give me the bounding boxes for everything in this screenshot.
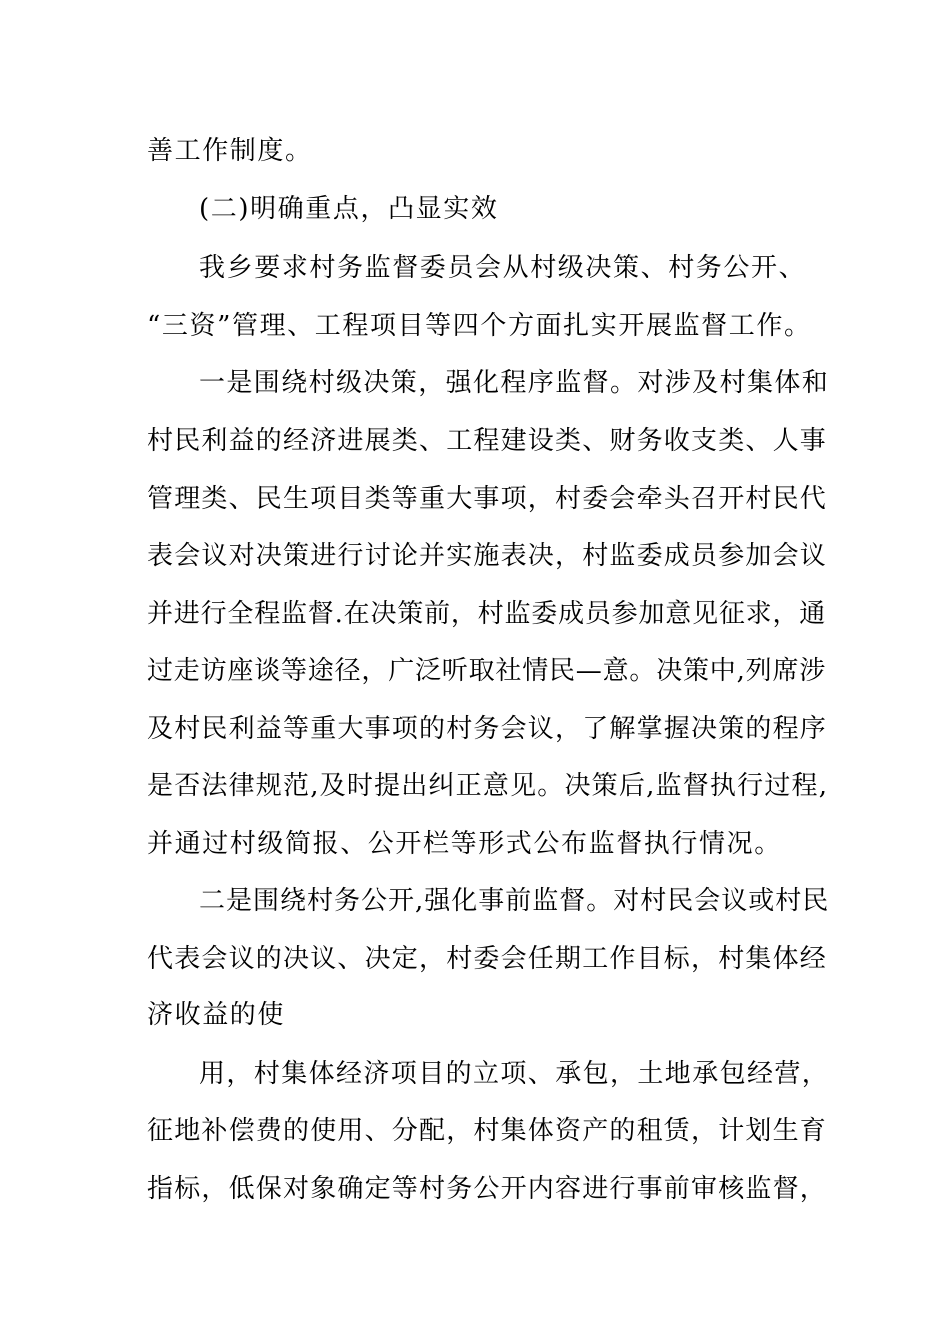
text-line: 村民利益的经济进展类、工程建设类、财务收支类、人事 (147, 426, 828, 456)
text-line: 二是围绕村务公开,强化事前监督。对村民会议或村民 (199, 886, 830, 916)
text-line: 一是围绕村级决策，强化程序监督。对涉及村集体和 (199, 368, 830, 398)
text-line: 代表会议的决议、决定，村委会任期工作目标，村集体经 (147, 944, 828, 974)
text-line: 过走访座谈等途径，广泛听取社情民—意。决策中,列席涉 (147, 656, 827, 686)
text-line: 善工作制度。 (147, 136, 313, 166)
text-line: 用，村集体经济项目的立项、承包，土地承包经营， (199, 1059, 830, 1089)
text-line: 我乡要求村务监督委员会从村级决策、村务公开、 (199, 253, 807, 283)
text-line: 并进行全程监督.在决策前，村监委成员参加意见征求，通 (147, 599, 827, 629)
text-line: 并通过村级简报、公开栏等形式公布监督执行情况。 (147, 829, 782, 859)
text-line: 是否法律规范,及时提出纠正意见。决策后,监督执行过程, (147, 771, 829, 801)
text-line: 及村民利益等重大事项的村务会议，了解掌握决策的程序 (147, 714, 828, 744)
text-line: 表会议对决策进行讨论并实施表决，村监委成员参加会议 (147, 541, 828, 571)
text-line: “三资”管理、工程项目等四个方面扎实开展监督工作。 (147, 311, 812, 341)
section-heading: (二)明确重点，凸显实效 (199, 194, 499, 224)
text-line: 管理类、民生项目类等重大事项，村委会牵头召开村民代 (147, 484, 828, 514)
text-line: 征地补偿费的使用、分配，村集体资产的租赁，计划生育 (147, 1116, 828, 1146)
text-line: 指标，低保对象确定等村务公开内容进行事前审核监督， (147, 1174, 828, 1204)
text-line: 济收益的使 (147, 1000, 286, 1030)
